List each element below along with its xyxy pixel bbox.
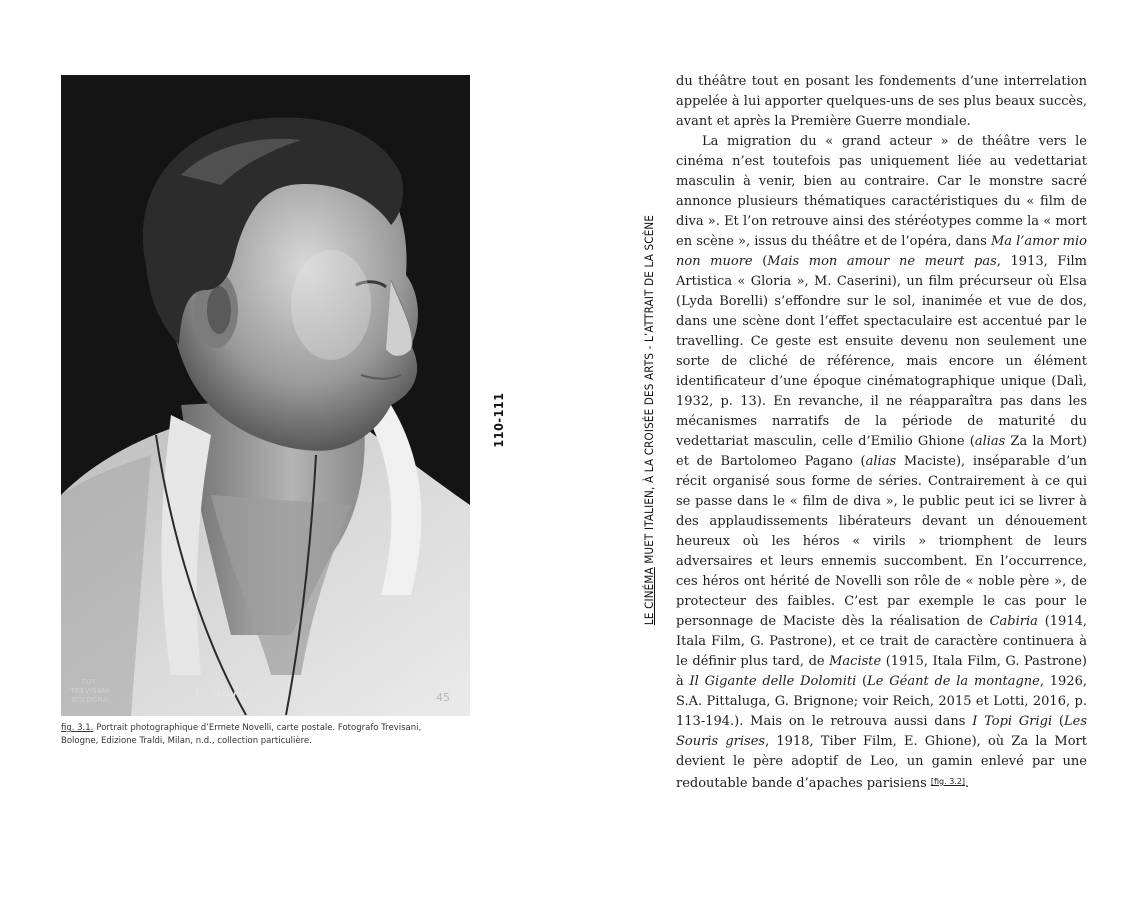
text-run: Za la Mort) et de Bartolomeo Pagano ( xyxy=(676,434,1087,469)
text-run: (1915, Itala Film, G. Pastrone) à xyxy=(676,654,1087,689)
italic-title: Ma l’amor mio non muore xyxy=(676,234,1087,269)
stamp-line-2: BOLOGNA xyxy=(71,696,109,704)
text-run: , 1918, Tiber Film, E. Ghione), où Za la Mort devient le père adoptif de Leo, un gamin enlevé par une redoutable bande d’apaches parisiens xyxy=(676,734,1087,791)
photo-name-label: E. Novelli xyxy=(195,687,259,700)
italic-title: Il Gigante delle Dolomiti xyxy=(689,674,857,689)
photo-card-number: 45 xyxy=(436,691,450,704)
text-run: La migration du « grand acteur » de théâtre vers le cinéma n’est toutefois pas uniquement liée au vedettariat masculin à venir, bien au contraire. Car le monstre sacré annonce plusieurs thématiques caractéristiques du « film de diva ». Et l’on retrouve ainsi des stéréotypes comme la « mort en scène », issus du théâtre et de l’opéra, dans xyxy=(676,134,1087,249)
text-run: ( xyxy=(856,674,868,689)
italic-title: Cabiria xyxy=(989,614,1038,629)
italic-word: alias xyxy=(865,454,897,469)
italic-title: Maciste xyxy=(829,654,882,669)
italic-word: alias xyxy=(974,434,1006,449)
italic-title: Le Géant de la montagne xyxy=(867,674,1040,689)
italic-title: I Topi Grigi xyxy=(972,714,1053,729)
text-run: . xyxy=(965,776,970,791)
text-run: Maciste), inséparable d’un récit organisé sous forme de séries. Contrairement à ce qui se passe dans le « film de diva », le public peut ici se livrer à des applaudissements libérateurs devant un dénouement heureux où les héros « virils » triomphent de leurs adversaires et leurs ennemis succombent. En l’occurrence, ces héros ont hérité de Novelli son rôle de « noble père », de protecteur des faibles. C’est par exemple le cas pour le personnage de Maciste dès la réalisation de xyxy=(676,454,1087,629)
paragraph-2 xyxy=(676,132,1087,794)
portrait-photograph xyxy=(61,75,470,716)
running-header-part-1: LE CINÉMA xyxy=(642,567,656,626)
photographer-stamp xyxy=(65,678,115,705)
running-header-part-2: MUET ITALIEN, À LA CROISÉE DES ARTS - L’ATTRAIT DE LA SCÈNE xyxy=(642,214,656,568)
caption-text: Portrait photographique d’Ermete Novelli, carte postale. Fotografo Trevisani, Bologne, Edizione Traldi, Milan, n.d., collection particulière. xyxy=(61,723,422,746)
text-run: ( xyxy=(1052,714,1064,729)
running-header xyxy=(640,196,658,644)
italic-title: Mais mon amour ne meurt pas xyxy=(767,254,997,269)
text-run: (1914, Itala Film, G. Pastrone), et ce trait de caractère continuera à le définir plus tard, de xyxy=(676,614,1088,669)
figure-reference-link[interactable]: [fig. 3.2] xyxy=(930,777,966,786)
figure-caption xyxy=(61,722,451,748)
italic-title: Les Souris grises xyxy=(676,714,1087,749)
portrait-image xyxy=(61,75,470,716)
text-run: , 1913, Film Artistica « Gloria », M. Caserini), un film précurseur où Elsa (Lyda Borelli) s’effondre sur le sol, inanimée et vue de dos, dans une scène dont l’effet spectaculaire est accentué par le travelling. Ce geste est ensuite devenu non seulement une sorte de cliché de référence, mais encore un élément identificateur d’une époque cinématographique unique (Dalì, 1932, p. 13). En revanche, il ne réapparaîtra pas dans les mécanismes narratifs de la période de maturité du vedettariat masculin, celle d’Emilio Ghione ( xyxy=(676,254,1087,449)
paragraph-1: du théâtre tout en posant les fondements d’une interrelation appelée à lui apporter quelques-uns de ses plus beaux succès, avant et après la Première Guerre mondiale. xyxy=(676,74,1087,129)
page-numbers: 110-111 xyxy=(491,392,506,448)
body-text xyxy=(676,72,1087,794)
caption-figure-ref: fig. 3.1. xyxy=(61,723,94,733)
text-run: , 1926, S.A. Pittaluga, G. Brignone; voir Reich, 2015 et Lotti, 2016, p. 113-194.). Mais on le retrouva aussi dans xyxy=(676,674,1087,729)
text-run: ( xyxy=(752,254,768,269)
stamp-line-1: FOT. TREVISANI xyxy=(70,678,110,695)
